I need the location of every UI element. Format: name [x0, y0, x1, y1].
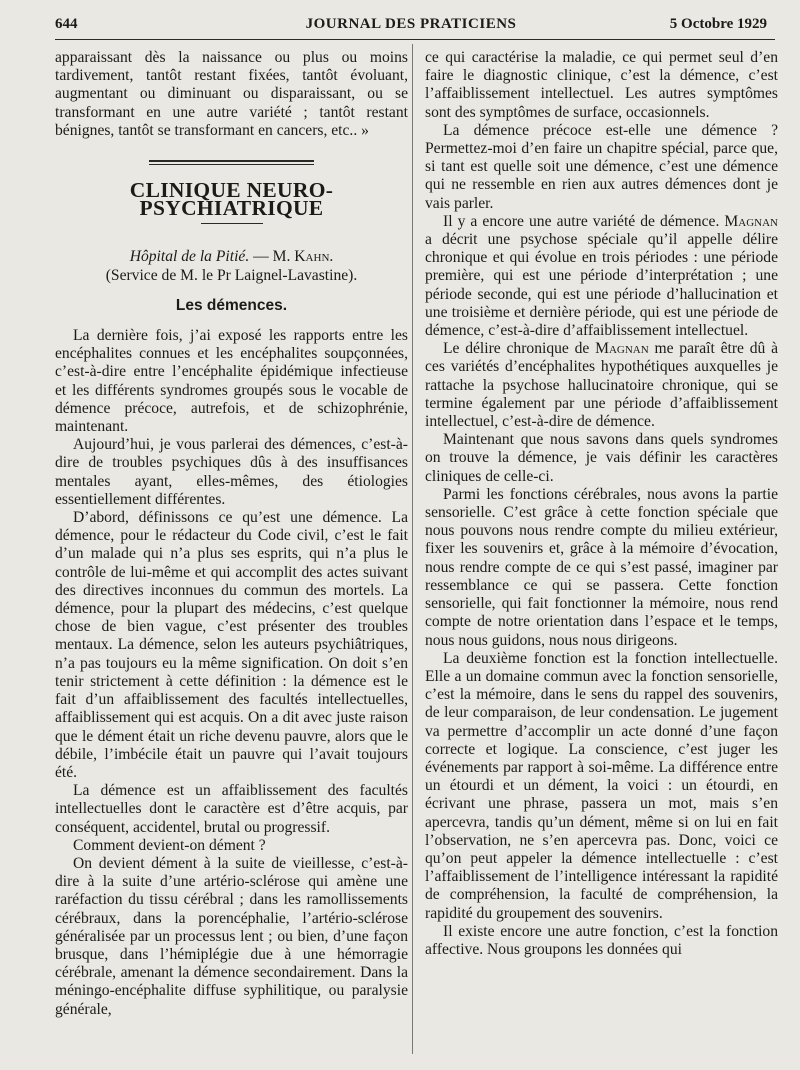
author-name: Magnan — [595, 340, 649, 358]
body-paragraph: La deuxième fonction est la fonction intellectuelle. Elle a un domaine commun avec la fonction sensorielle, c’est la mémoire, dans le sens du rappel des souvenirs, de leur comparaison, de leur condensation. Le jugement va permettre d’accomplir un acte donné d’une façon correcte et logique. La conscience, c’est juger les événements par rapport à soi-même. La différence entre un étourdi et un dément, la voici : un étourdi, en écrivant une phrase, passera un mot, mais s’en apercevra, tandis qu’un dément, même si on lui en fait l’observation, ne s’en apercevra pas. Donc, voici ce qu’on peut appeler la démence intellectuelle : c’est l’affaiblissement de l’intelligence intéressant la rapidité de compréhension, la faculté de compréhension, la rapidité du groupement des souvenirs. — [425, 649, 778, 922]
body-paragraph: La démence est un affaiblissement des facultés intellectuelles dont le caractère est d’être acquis, par conséquent, accidentel, brutal ou progressif. — [55, 782, 408, 836]
body-paragraph: Maintenant que nous savons dans quels syndromes on trouve la démence, je vais définir les caractères cliniques de celle-ci. — [425, 431, 778, 485]
hospital-italic: Hôpital de la Pitié. — [129, 248, 250, 266]
text-run: a décrit une psychose spéciale qu’il appelle délire chronique et qui évolue en trois périodes : une période première, qui est une période d’interprétation ; une période seconde, qui est une période d’hallucination et une troisième et dernière période, qui est une période de démence, c’est-à-dire d’affaiblissement intellectuel. — [425, 231, 778, 340]
body-paragraph — [425, 340, 778, 431]
title-underline — [201, 223, 263, 224]
body-paragraph: D’abord, définissons ce qu’est une démence. La démence, pour le rédacteur du Code civil, c’est le fait d’un malade qui n’a plus ses esprits, qui n’a plus le contrôle de lui-même et qui accomplit des actes suivant des directives inconnues du commun des mortels. La démence, pour la plupart des médecins, c’est quelque chose de bien vague, c’est présenter des troubles mentaux. La démence, selon les auteurs psychiâtriques, n’a pas toujours eu la même signification. On doit s’en tenir strictement à cette définition : la démence est le fait d’un affaiblissement des facultés intellectuelles, affaiblissement qui est acquis. On a dit avec juste raison que le dément était un riche devenu pauvre, alors que le débile, l’imbécile était un pauvre qui l’avait toujours été. — [55, 509, 408, 781]
section-title: CLINIQUE NEURO-PSYCHIATRIQUE — [129, 178, 334, 221]
body-paragraph — [425, 213, 778, 340]
body-paragraph: ce qui caractérise la maladie, ce qui permet seul d’en faire le diagnostic clinique, c’est la démence, c’est l’affaiblissement intellectuel. Les autres symptômes sont des symptômes de surface, occasionnels. — [425, 49, 778, 121]
text-run: me paraît être dû à ces variétés d’encéphalites hypothétiques auxquelles je rattache la psychose hallucinatoire chronique, qui se termine également par une période d’affaiblissement intellectuel, c’est-à-dire de démence. — [425, 340, 778, 431]
hospital-line — [55, 248, 408, 266]
text-run: Le délire chronique de — [443, 340, 596, 358]
journal-title: JOURNAL DES PRATICIENS — [305, 16, 517, 32]
issue-date: 5 Octobre 1929 — [669, 16, 767, 32]
hospital-separator: — M. — [249, 248, 295, 266]
left-column — [55, 49, 408, 1019]
service-line: (Service de M. le Pr Laignel-Lavastine). — [105, 266, 358, 284]
text-run: Il y a encore une autre variété de démence. — [443, 212, 725, 230]
column-divider — [412, 44, 413, 1054]
body-paragraph: Aujourd’hui, je vous parlerai des démences, c’est-à-dire de troubles psychiques dûs à des insuffisances mentales ayant, elles-mêmes, des étiologies essentiellement différentes. — [55, 436, 408, 508]
intro-paragraph: apparaissant dès la naissance ou plus ou moins tardivement, tantôt restant fixées, tantôt évoluant, augmentant ou diminuant ou disparaissant, ou se transformant en une autre variété ; tantôt restant bénignes, tantôt se transformant en cancers, etc.. » — [55, 49, 408, 139]
section-separator — [149, 160, 314, 165]
hospital-author: Kahn — [294, 248, 330, 266]
body-paragraph: La démence précoce est-elle une démence ? Permettez-moi d’en faire un chapitre spécial, parce que, si tant est quelle soit une démence, c’est une démence qui ne ressemble en rien aux autres démences dont je vais parler. — [425, 121, 778, 212]
hospital-end: . — [329, 248, 334, 266]
running-header — [55, 16, 767, 38]
body-paragraph: Comment devient-on dément ? — [73, 836, 266, 854]
body-paragraph: Il existe encore une autre fonction, c’est la fonction affective. Nous groupons les données qui — [425, 922, 778, 958]
article-subtitle: Les démences. — [175, 296, 288, 314]
page-number: 644 — [55, 16, 78, 32]
body-paragraph: On devient dément à la suite de vieillesse, c’est-à-dire à la suite d’une artério-sclérose qui amène une raréfaction du tissu cérébral ; dans les ramollissements cérébraux, dans la porencéphalie, l’artério-sclérose généralisée par un processus lent ; ou bien, d’une façon brusque, dans l’hémiplégie due à une hémorragie cérébrale, amenant la démence secondairement. Dans la méningo-encéphalite diffuse syphilitique, ou paralysie générale, — [55, 854, 408, 1018]
body-paragraph: Parmi les fonctions cérébrales, nous avons la partie sensorielle. C’est grâce à cette fonction spéciale que nous pouvons nous rendre compte du milieu extérieur, fixer les souvenirs et, grâce à la mémoire d’évocation, nous rendre compte de ce qui s’est passé, imaginer par ressemblance ce qui se passera. Cette fonction sensorielle, qui fait fonctionner la mémoire, nous rend compte de notre orientation dans l’espace et le temps, nous nous guidons, nous nous dirigeons. — [425, 485, 778, 649]
right-column — [425, 49, 778, 959]
body-paragraph: La dernière fois, j’ai exposé les rapports entre les encéphalites connues et les encéphalites soupçonnées, c’est-à-dire entre l’encéphalite épidémique infectieuse et les différents syndromes groupés sous le vocable de démence précoce, autrefois, et de schizophrénie, maintenant. — [55, 327, 408, 436]
header-rule — [55, 39, 775, 40]
author-name: Magnan — [724, 212, 778, 230]
